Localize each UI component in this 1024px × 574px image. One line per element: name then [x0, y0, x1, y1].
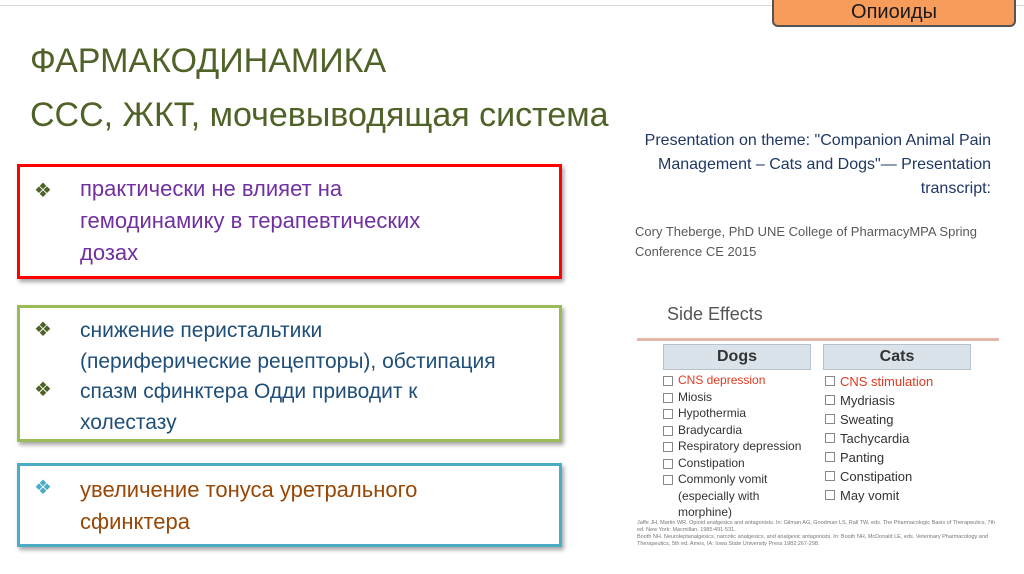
red-box: [17, 164, 562, 279]
presentation-line: Presentation on theme: "Companion Animal Pain: [644, 132, 991, 149]
dogs-item-continuation: (especially with: [678, 488, 760, 503]
blue-box-line: сфинктера: [80, 509, 190, 534]
red-box-line: гемодинамику в терапевтических: [80, 208, 421, 233]
blue-box-text: [80, 474, 417, 538]
red-box-line: дозах: [80, 240, 139, 265]
green-box: [17, 305, 562, 442]
dogs-item: Hypothermia: [663, 405, 801, 422]
cats-item: May vomit: [825, 486, 933, 505]
cats-item: CNS stimulation: [825, 372, 933, 391]
dogs-item: CNS depression: [663, 372, 801, 389]
diamond-bullet-icon: ❖: [34, 319, 52, 341]
cats-list: [825, 372, 933, 505]
red-box-text: [80, 173, 420, 269]
cats-header: Cats: [823, 344, 971, 370]
slide-title: [30, 34, 609, 142]
presentation-caption: [570, 129, 991, 201]
title-line-2: ССС, ЖКТ, мочевыводящая система: [30, 96, 609, 134]
presentation-line: transcript:: [920, 180, 991, 197]
dogs-list: [663, 372, 801, 521]
reference-line: Therapeutics, 5th ed. Ames, IA: Iowa State University Press 1982:267-298.: [637, 541, 820, 547]
diamond-bullet-icon: ❖: [34, 477, 52, 499]
dogs-item: Constipation: [663, 455, 801, 472]
green-box-line: спазм сфинктера Одди приводит к: [80, 380, 418, 403]
dogs-item: Commonly vomit: [663, 471, 801, 488]
green-box-line: холестазу: [80, 410, 177, 434]
cats-item: Constipation: [825, 467, 933, 486]
side-effects-image: [637, 294, 1003, 554]
side-effects-title: Side Effects: [667, 304, 763, 324]
cats-item: Panting: [825, 448, 933, 467]
title-line-1: ФАРМАКОДИНАМИКА: [30, 42, 387, 80]
cats-item: Sweating: [825, 410, 933, 429]
reference-line: Booth NH. Neuroleptanalgesics, narcotic analgesics, and analgesic antagonists. In: Booth NH, McDonald LE, eds. Veterinary Pharmacology and: [637, 534, 988, 540]
cats-item: Tachycardia: [825, 429, 933, 448]
dogs-item-continuation: morphine): [678, 505, 733, 519]
diamond-bullet-icon: ❖: [34, 379, 52, 401]
dogs-item: Miosis: [663, 389, 801, 406]
reference-line: ed. New York: Macmillan, 1985:491-531.: [637, 527, 736, 533]
green-box-text: [80, 316, 496, 438]
dogs-header: Dogs: [663, 344, 811, 370]
red-box-line: практически не влияет на: [80, 176, 343, 201]
cats-item: Mydriasis: [825, 391, 933, 410]
blue-box-line: увеличение тонуса уретрального: [80, 477, 418, 502]
green-box-line: (периферические рецепторы), обстипация: [80, 349, 496, 373]
side-effects-rule: [637, 338, 999, 341]
reference-line: Jaffe JH, Martin WR. Opioid analgesics and antagonists. In: Gilman AG, Goodman LS, Rall TW, eds. The Pharmacologic Basis of Therapeutics, 7th: [637, 520, 996, 526]
references: [637, 520, 1003, 548]
diamond-bullet-icon: ❖: [34, 180, 52, 202]
author-text: Cory Theberge, PhD UNE College of PharmacyMPA Spring Conference CE 2015: [635, 224, 978, 259]
blue-box: [17, 463, 562, 547]
green-box-line: снижение перистальтики: [80, 319, 323, 342]
dogs-item: Bradycardia: [663, 422, 801, 439]
presentation-line: Management – Cats and Dogs"— Presentation: [658, 156, 991, 173]
dogs-item: Respiratory depression: [663, 438, 801, 455]
topic-badge: Опиоиды: [772, 0, 1016, 27]
